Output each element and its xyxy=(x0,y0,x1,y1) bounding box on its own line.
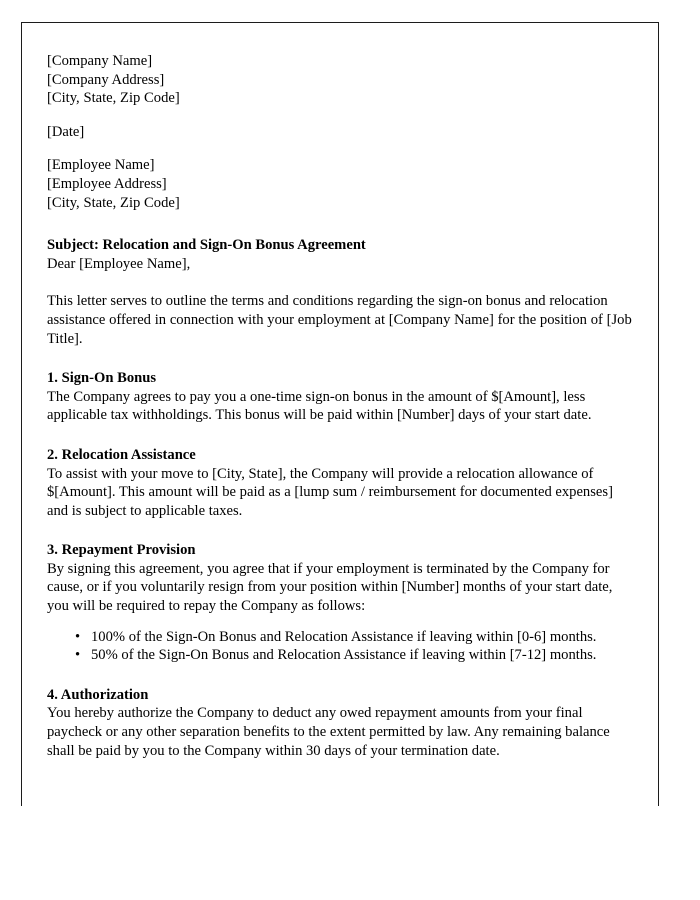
letter-body xyxy=(47,52,636,781)
list-item: • 50% of the Sign-On Bonus and Relocation Assistance if leaving within [7-12] months. xyxy=(91,646,636,665)
recipient-employee-address: [Employee Address] xyxy=(47,175,167,192)
section-heading-relocation-assistance: 2. Relocation Assistance xyxy=(47,446,196,463)
recipient-address-block xyxy=(47,156,636,212)
section-body-authorization: You hereby authorize the Company to deduct any owed repayment amounts from your final paycheck or any other separation benefits to the extent permitted by law. Any remaining balance shall be paid by you to the Company within 30 days of your termination date. xyxy=(47,705,610,759)
section-body-repayment-provision: By signing this agreement, you agree that if your employment is terminated by the Company for cause, or if you voluntarily resign from your position within [Number] months of your start date, you will be required to repay the Company as follows: xyxy=(47,560,613,615)
sender-address-block xyxy=(47,52,636,108)
list-item: • 100% of the Sign-On Bonus and Relocation Assistance if leaving within [0-6] months. xyxy=(91,628,636,647)
repayment-bullet-list xyxy=(47,628,636,665)
document-page xyxy=(21,22,659,806)
section-body-sign-on-bonus: The Company agrees to pay you a one-time sign-on bonus in the amount of $[Amount], less applicable tax withholdings. This bonus will be paid within [Number] days of your start date. xyxy=(47,388,592,424)
sender-company-address: [Company Address] xyxy=(47,71,165,88)
letter-date: [Date] xyxy=(47,123,85,140)
intro-paragraph: This letter serves to outline the terms and conditions regarding the sign-on bonus and relocation assistance offered in connection with your employment at [Company Name] for the position of [Job Title]. xyxy=(47,293,632,347)
subject-line: Subject: Relocation and Sign-On Bonus Agreement xyxy=(47,237,366,254)
recipient-employee-name: [Employee Name] xyxy=(47,157,155,174)
salutation: Dear [Employee Name], xyxy=(47,255,191,272)
section-relocation-assistance xyxy=(47,446,636,520)
section-body-relocation-assistance: To assist with your move to [City, State], the Company will provide a relocation allowance of $[Amount]. This amount will be paid as a [lump sum / reimbursement for documented expenses] and is subject to applicable taxes. xyxy=(47,465,613,519)
section-heading-repayment-provision: 3. Repayment Provision xyxy=(47,542,196,559)
recipient-city-state-zip: [City, State, Zip Code] xyxy=(47,194,180,211)
section-heading-sign-on-bonus: 1. Sign-On Bonus xyxy=(47,370,157,387)
section-heading-authorization: 4. Authorization xyxy=(47,686,149,703)
sender-city-state-zip: [City, State, Zip Code] xyxy=(47,90,180,107)
section-sign-on-bonus xyxy=(47,369,636,425)
section-repayment-provision xyxy=(47,541,636,665)
section-authorization xyxy=(47,686,636,760)
sender-company-name: [Company Name] xyxy=(47,53,153,69)
letter-date-block xyxy=(47,123,636,142)
